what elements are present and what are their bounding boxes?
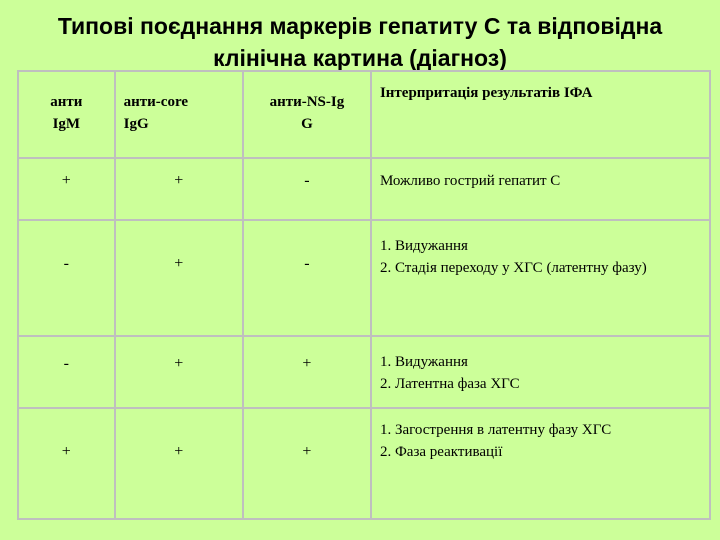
slide-title-line-1: Типові поєднання маркерів гепатиту С та відповідна <box>57 13 663 39</box>
interpretation-line: 2. Латентна фаза ХГС <box>379 376 520 393</box>
interpretation-line: 1. Видужання <box>379 237 468 254</box>
cell-anti-ns: + <box>302 355 312 373</box>
interpretation-line: 1. Загострення в латентну фазу ХГС <box>379 422 612 438</box>
interpretation-line: 2. Фаза реактивації <box>379 444 503 460</box>
interpretation-line: 1. Видужання <box>379 354 468 371</box>
cell-interpretation <box>372 221 709 279</box>
table-row <box>18 158 710 220</box>
header-cell-interpretation <box>371 71 710 158</box>
markers-table <box>17 70 711 520</box>
cell-interpretation <box>372 337 709 395</box>
cell-anti-igm: - <box>63 254 69 272</box>
header-cell-anti-core <box>115 71 243 158</box>
slide-title-line-2: клінічна картина (діагноз) <box>213 45 507 71</box>
header-anti-core-line-1: анти-core <box>123 94 188 110</box>
interpretation-line: 2. Стадія переходу у ХГС (латентну фазу) <box>379 259 647 276</box>
cell-anti-igm: + <box>61 172 71 190</box>
header-cell-anti-ns <box>243 71 371 158</box>
header-anti-igm-line-2: IgM <box>52 116 81 132</box>
header-cell-anti-igm <box>18 71 115 158</box>
cell-anti-core: + <box>174 443 184 460</box>
cell-interpretation <box>372 409 709 463</box>
table-row <box>18 408 710 519</box>
cell-interpretation <box>372 159 709 192</box>
cell-anti-core: + <box>174 172 184 190</box>
cell-anti-ns: + <box>302 443 312 460</box>
table-row <box>18 220 710 336</box>
cell-anti-core: + <box>174 355 184 373</box>
cell-anti-ns: - <box>304 254 310 272</box>
table-row <box>18 336 710 408</box>
header-interpretation: Інтерпритація результатів ІФА <box>379 85 593 101</box>
header-anti-ns-line-2: G <box>301 116 313 132</box>
cell-anti-igm: - <box>63 355 69 373</box>
header-anti-igm-line-1: анти <box>50 94 83 110</box>
table-header-row <box>18 71 710 158</box>
header-anti-ns-line-1: анти-NS-Ig <box>269 94 345 110</box>
cell-anti-igm: + <box>61 443 71 460</box>
header-anti-core-line-2: IgG <box>123 116 149 132</box>
interpretation-line: Можливо гострий гепатит С <box>379 173 561 190</box>
slide-title <box>0 10 720 74</box>
cell-anti-ns: - <box>304 172 310 190</box>
cell-anti-core: + <box>174 254 184 272</box>
